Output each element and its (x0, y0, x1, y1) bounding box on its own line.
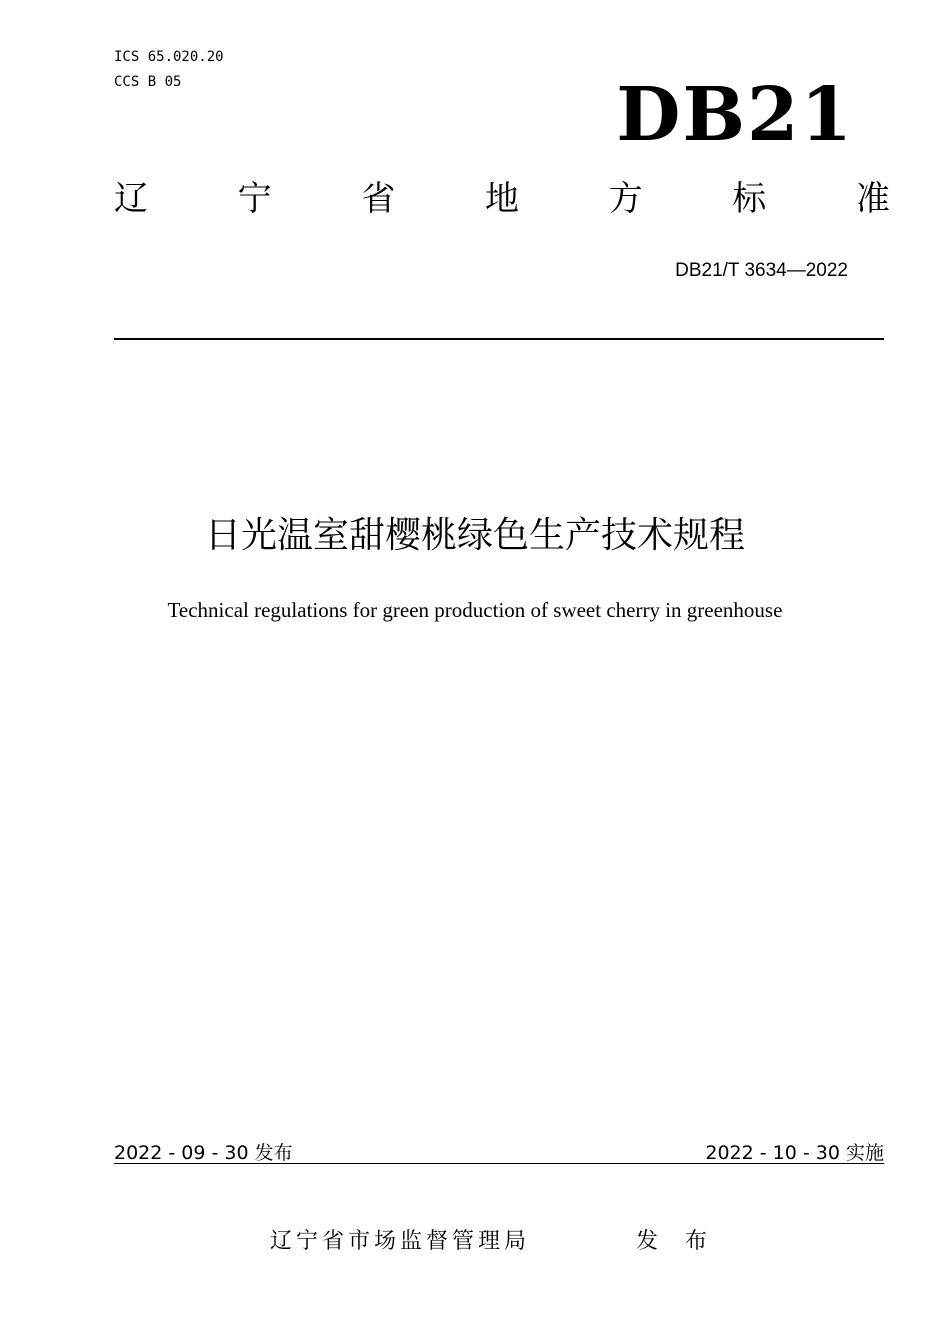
standard-type-char: 方 (608, 179, 643, 219)
standard-type-char: 宁 (237, 179, 272, 219)
top-divider (114, 338, 884, 340)
standard-mark: DB21 (616, 72, 854, 158)
standard-type-char: 地 (484, 179, 519, 219)
ics-code: ICS 65.020.20 (114, 49, 224, 65)
standard-type-char: 标 (732, 179, 767, 219)
bottom-divider (114, 1163, 884, 1164)
document-title-english: Technical regulations for green production of sweet cherry in greenhouse (167, 598, 783, 622)
standard-type-char: 准 (855, 179, 890, 219)
standard-type-heading (114, 179, 890, 219)
issue-date: 2022 - 09 - 30 发布 (114, 1142, 293, 1164)
standard-type-char: 省 (361, 179, 396, 219)
publish-label: 发 布 (636, 1229, 717, 1254)
standard-number: DB21/T 3634—2022 (675, 260, 848, 281)
ccs-code: CCS B 05 (114, 74, 182, 90)
publisher-name: 辽宁省市场监督管理局 (270, 1229, 531, 1254)
implementation-date: 2022 - 10 - 30 实施 (705, 1142, 884, 1164)
standard-type-char: 辽 (114, 179, 148, 219)
document-title-chinese: 日光温室甜樱桃绿色生产技术规程 (204, 515, 745, 556)
